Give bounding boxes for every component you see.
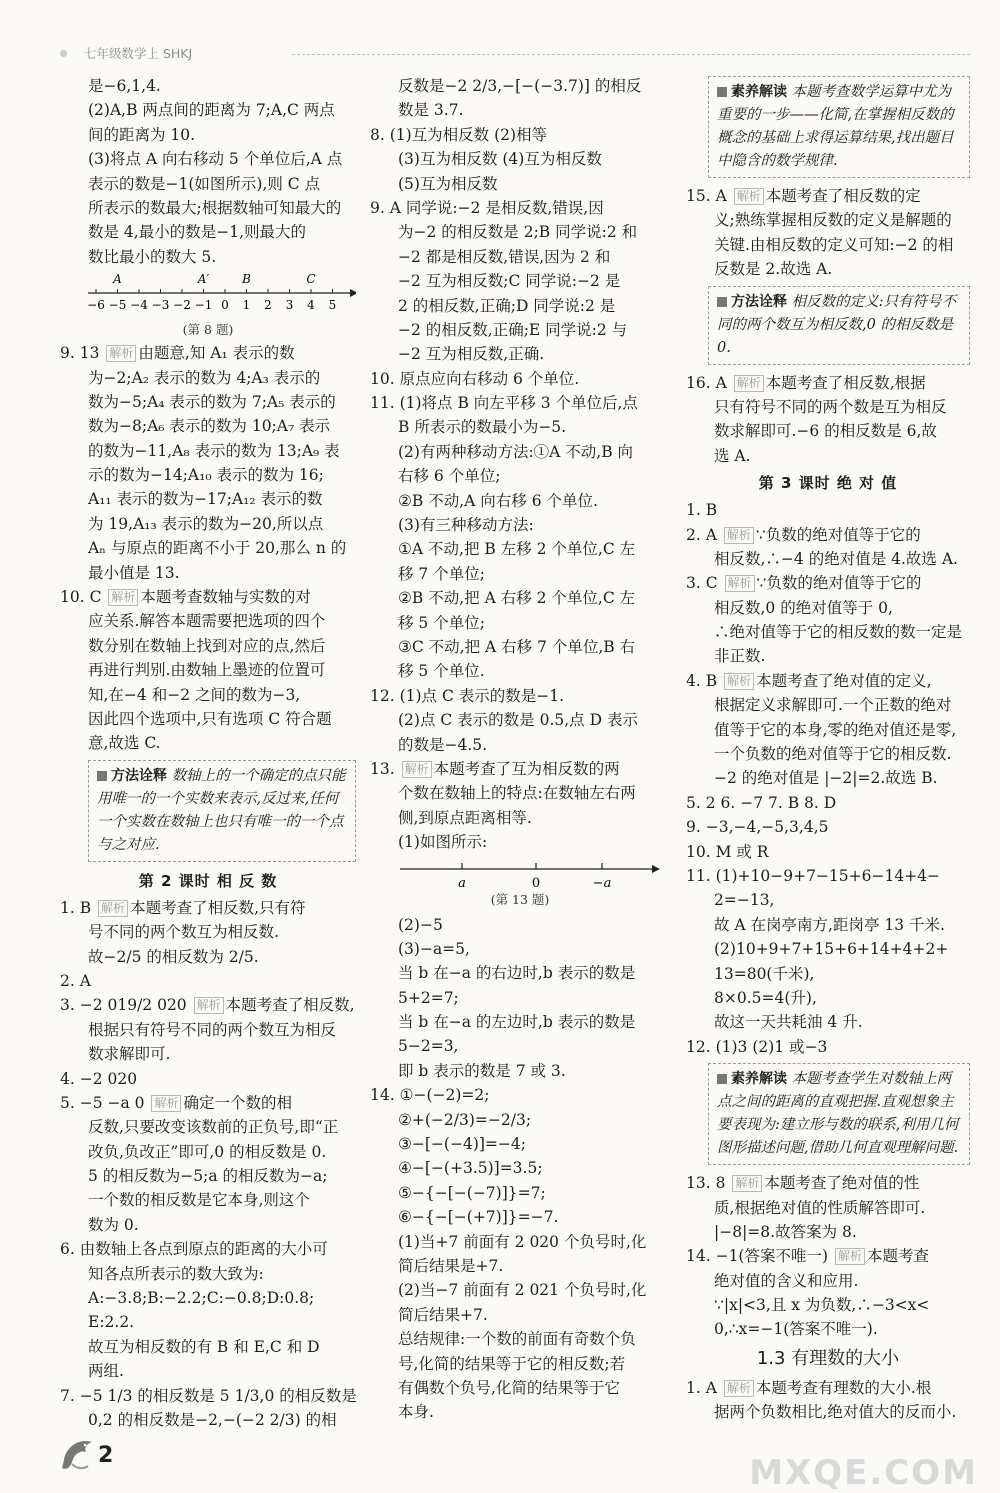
text-line: (3)将点 A 向右移动 5 个单位后,A 点 bbox=[88, 150, 343, 169]
lesson-3-title: 第 3 课时 绝 对 值 bbox=[758, 474, 898, 493]
question-15 bbox=[686, 184, 970, 282]
point-label: B bbox=[242, 272, 251, 287]
text-line: (2)点 C 表示的数是 0.5,点 D 表示 bbox=[398, 711, 638, 730]
text-line: 本题考查了相反数,只有符 bbox=[130, 898, 306, 917]
text-line: 反数是 2.故选 A. bbox=[714, 260, 833, 279]
dolphin-logo-icon bbox=[58, 1430, 98, 1476]
analysis-tag: 解析 bbox=[402, 761, 432, 778]
text-line: 2 的相反数,正确;D 同学说:2 是 bbox=[398, 296, 616, 315]
text-line: 数比最小的数大 5. bbox=[88, 247, 217, 266]
text-line: 再进行判别.由数轴上墨迹的位置可 bbox=[88, 661, 326, 680]
text-line: 示的数为−14;A₁₀ 表示的数为 16; bbox=[88, 466, 324, 485]
text-line: 本题考查了绝对值的性 bbox=[764, 1174, 920, 1193]
text-line: (2)当−7 前面有 2 021 个负号时,化 bbox=[398, 1281, 647, 1300]
text-line: ②+(−2/3)=−2/3; bbox=[398, 1110, 532, 1129]
tick-label: 1 bbox=[242, 298, 251, 313]
text-line: 总结规律:一个数的前面有奇数个负 bbox=[398, 1330, 636, 1349]
method-note-box bbox=[708, 286, 970, 365]
text-line: 为−2 的相反数是 2;B 同学说:2 和 bbox=[398, 223, 638, 242]
analysis-tag: 解析 bbox=[151, 1095, 181, 1112]
section-1-3-title: 1.3 有理数的大小 bbox=[756, 1347, 900, 1369]
text-line: 间的距离为 10. bbox=[88, 125, 196, 144]
text-line: 号,化简的结果等于它的相反数;若 bbox=[398, 1354, 626, 1373]
figure-caption: (第 13 题) bbox=[490, 891, 550, 907]
point-label: A′ bbox=[197, 272, 210, 287]
text-line: B 所表示的数最小为−5. bbox=[398, 418, 567, 437]
text-line: ∵|x|<3,且 x 为负数,∴−3<x< bbox=[714, 1296, 930, 1315]
text-line: 本题考查了互为相反数的两 bbox=[433, 759, 620, 778]
l3-question-3 bbox=[686, 571, 970, 669]
text-line: 根据定义求解即可.一个正数的绝对 bbox=[714, 696, 952, 715]
tick-label: −5 bbox=[108, 298, 127, 313]
text-line: 5+2=7; bbox=[398, 988, 459, 1007]
text-line: ②B 不动,A 向右移 6 个单位. bbox=[398, 491, 598, 510]
analysis-tag: 解析 bbox=[732, 1175, 762, 1192]
text-line: 为−2;A₂ 表示的数为 4;A₃ 表示的 bbox=[88, 368, 321, 387]
text-line: 根据只有符号不同的两个数互为相反 bbox=[88, 1020, 337, 1039]
fig13-label-0: 0 bbox=[531, 875, 541, 891]
text-line: 所表示的数最大;根据数轴可知最大的 bbox=[88, 198, 342, 217]
text-line: 11. (1)将点 B 向左平移 3 个单位后,点 bbox=[370, 394, 638, 413]
question-12 bbox=[370, 684, 670, 757]
answer-number: 16. A bbox=[686, 373, 732, 392]
answer-number: 15. A bbox=[686, 187, 732, 205]
text-line: 故这一天共耗油 4 升. bbox=[714, 1013, 863, 1032]
literacy-note-text: 本题考查数学运算中尤为重要的一步——化简,在掌握相反数的概念的基础上求得运算结果,找出题目中隐含的数学规律. bbox=[717, 84, 954, 169]
text-line: 故 A 在岗亭南方,距岗亭 13 千米. bbox=[714, 915, 945, 934]
text-line: 数求解即可.−6 的相反数是 6,故 bbox=[714, 422, 937, 441]
text-line: 9. A 同学说:−2 是相反数,错误,因 bbox=[370, 198, 604, 217]
text-line: ③−[−(−4)]=−4; bbox=[398, 1135, 526, 1154]
text-line: 本身. bbox=[398, 1403, 434, 1422]
text-line: ①A 不动,把 B 左移 2 个单位,C 左 bbox=[398, 540, 636, 559]
text-line: 为 19,A₁₃ 表示的数为−20,所以点 bbox=[88, 514, 324, 533]
method-note-text: 数轴上的一个确定的点只能用唯一的一个实数来表示,反过来,任何一个实数在数轴上也只有唯一的一个点与之对应. bbox=[97, 767, 346, 853]
analysis-tag: 解析 bbox=[106, 345, 136, 362]
text-line: 相反数,∴−4 的绝对值是 4.故选 A. bbox=[714, 549, 958, 568]
text-line: 即 b 表示的数是 7 或 3. bbox=[398, 1061, 566, 1080]
method-note-box bbox=[88, 760, 356, 862]
l3-question-4 bbox=[686, 669, 970, 791]
analysis-tag: 解析 bbox=[734, 188, 764, 205]
answer-number: 3. −2 019/2 020 bbox=[60, 996, 192, 1015]
text-line: E:2.2. bbox=[88, 1313, 135, 1332]
page-header bbox=[60, 44, 970, 64]
answer-number: 3. C bbox=[686, 574, 723, 593]
tick-label: 2 bbox=[264, 298, 272, 313]
tick-label: −2 bbox=[173, 298, 191, 313]
watermark-text: MXQE.COM bbox=[749, 1452, 978, 1493]
question-9 bbox=[60, 341, 356, 585]
answer-number: 13. bbox=[370, 759, 400, 778]
column-left bbox=[60, 74, 356, 1432]
l2-question-5 bbox=[60, 1091, 356, 1237]
analysis-tag: 解析 bbox=[724, 673, 754, 690]
figure-8-number-line bbox=[60, 269, 356, 341]
header-dot-icon bbox=[60, 50, 67, 57]
text-line: 质,根据绝对值的性质解答即可. bbox=[714, 1198, 926, 1217]
number-line-svg bbox=[370, 855, 670, 895]
q8-continued bbox=[60, 74, 356, 269]
text-line: 的数是−4.5. bbox=[398, 735, 488, 754]
text-line: 有偶数个负号,化简的结果等于它 bbox=[398, 1378, 620, 1397]
text-line: 12. (1)点 C 表示的数是−1. bbox=[370, 686, 565, 705]
text-line: 两组. bbox=[88, 1362, 124, 1381]
text-line: 绝对值的含义和应用. bbox=[714, 1271, 859, 1290]
text-line: 号不同的两个数互为相反数. bbox=[88, 923, 279, 942]
text-line: 5−2=3, bbox=[398, 1037, 459, 1056]
text-line: 简后结果+7. bbox=[398, 1305, 488, 1324]
text-line: 关键.由相反数的定义可知:−2 的相 bbox=[714, 235, 954, 254]
answer-number: 5. −5 −a 0 bbox=[60, 1093, 150, 1112]
answer-number: 1. A bbox=[686, 1378, 722, 1397]
analysis-tag: 解析 bbox=[724, 1380, 754, 1397]
l2-question-7 bbox=[60, 1384, 356, 1433]
literacy-note-text: 本题考查学生对数轴上两点之间的距离的直观把握.直观想象主要表现为:建立形与数的联系,利用几何图形描述问题,借助几何直观理解问题. bbox=[717, 1071, 959, 1157]
text-line: ⑥−{−[−(+7)]}=−7. bbox=[398, 1208, 559, 1227]
text-line: A₁₁ 表示的数为−17;A₁₂ 表示的数 bbox=[88, 490, 323, 509]
literacy-note-tag: 素养解读 bbox=[717, 1071, 787, 1087]
tick-label: 5 bbox=[328, 298, 337, 313]
text-line: 因此四个选项中,只有选项 C 符合题 bbox=[88, 709, 332, 728]
l2-question-2: 2. A bbox=[60, 971, 91, 990]
text-line: 14. ①−(−2)=2; bbox=[370, 1086, 490, 1105]
analysis-tag: 解析 bbox=[108, 589, 138, 606]
text-line: Aₙ 与原点的距离不小于 20,那么 n 的 bbox=[88, 539, 347, 558]
text-line: A:−3.8;B:−2.2;C:−0.8;D:0.8; bbox=[88, 1289, 315, 1308]
text-line: 移 7 个单位; bbox=[398, 564, 485, 583]
l3-question-2 bbox=[686, 523, 970, 572]
l3-question-11 bbox=[686, 864, 970, 1035]
text-line: 故互为相反数的有 B 和 E,C 和 D bbox=[88, 1337, 320, 1356]
l3-question-1: 1. B bbox=[686, 501, 718, 520]
text-line: (1)如图所示: bbox=[398, 833, 488, 852]
text-line: (2)−5 bbox=[398, 915, 443, 934]
text-line: 本题考查了相反数, bbox=[225, 996, 355, 1015]
text-line: ∵负数的绝对值等于它的 bbox=[755, 525, 921, 544]
l2-question-6 bbox=[60, 1237, 356, 1383]
l2-question-1 bbox=[60, 896, 356, 969]
analysis-tag: 解析 bbox=[835, 1248, 865, 1265]
analysis-tag: 解析 bbox=[724, 527, 754, 544]
tick-label: 0 bbox=[221, 298, 229, 313]
answer-number: 14. −1(答案不唯一) bbox=[686, 1247, 833, 1266]
tick-label: −1 bbox=[194, 298, 213, 313]
text-line: (3)有三种移动方法: bbox=[398, 516, 534, 535]
fig13-label-a: a bbox=[458, 875, 466, 891]
text-line: 6. 由数轴上各点到原点的距离的大小可 bbox=[60, 1240, 328, 1259]
text-line: 值等于它的本身,零的绝对值还是零, bbox=[714, 720, 957, 739]
fig13-label-neg-a: −a bbox=[592, 875, 612, 891]
text-line: 相反数,0 的绝对值等于 0, bbox=[714, 598, 893, 617]
text-line: 反数是−2 2/3,−[−(−3.7)] 的相反 bbox=[398, 77, 642, 95]
point-label: A bbox=[113, 272, 122, 287]
l3-question-13 bbox=[686, 1171, 970, 1244]
text-line: −2 互为相反数,正确. bbox=[398, 345, 545, 364]
question-9b bbox=[370, 196, 670, 367]
figure-13-number-line bbox=[370, 855, 670, 913]
tick-label: 3 bbox=[285, 298, 294, 313]
text-line: 一个负数的绝对值等于它的相反数. bbox=[714, 745, 952, 764]
l3-question-9: 9. −3,−4,−5,3,4,5 bbox=[686, 818, 829, 837]
answer-number: 9. 13 bbox=[60, 344, 105, 363]
l2-question-3 bbox=[60, 993, 356, 1066]
text-line: 应关系.解答本题需要把选项的四个 bbox=[88, 612, 326, 631]
text-line: 意,故选 C. bbox=[88, 734, 161, 753]
text-line: 移 5 个单位; bbox=[398, 613, 485, 632]
text-line: 是−6,1,4. bbox=[88, 77, 161, 95]
text-line: 13=80(千米), bbox=[714, 964, 815, 983]
text-line: 由题意,知 A₁ 表示的数 bbox=[138, 344, 295, 363]
text-line: 故−2/5 的相反数为 2/5. bbox=[88, 947, 259, 966]
analysis-tag: 解析 bbox=[194, 997, 224, 1014]
column-middle bbox=[370, 74, 670, 1425]
answer-number: 2. A bbox=[686, 525, 722, 544]
question-11 bbox=[370, 391, 670, 684]
header-title: 七年级数学上 SHKJ bbox=[84, 46, 193, 61]
text-line: 确定一个数的相 bbox=[183, 1093, 292, 1112]
text-line: 数为−5;A₄ 表示的数为 7;A₅ 表示的 bbox=[88, 392, 336, 411]
text-line: 知各点所表示的数大致为: bbox=[88, 1264, 264, 1283]
text-line: 本题考查了相反数的定 bbox=[765, 187, 921, 205]
text-line: 知,在−4 和−2 之间的数为−3, bbox=[88, 685, 301, 704]
text-line: 11. (1)+10−9+7−15+6−14+4− bbox=[686, 866, 941, 885]
lesson-2-title: 第 2 课时 相 反 数 bbox=[138, 871, 278, 890]
method-note-tag: 方法诠释 bbox=[717, 294, 787, 310]
text-line: 数为 0. bbox=[88, 1215, 139, 1234]
text-line: 移 5 个单位. bbox=[398, 662, 485, 681]
text-line: 最小值是 13. bbox=[88, 563, 180, 582]
question-13b bbox=[370, 913, 670, 1084]
text-line: 数为−8;A₆ 表示的数为 10;A₇ 表示 bbox=[88, 417, 331, 436]
text-line: 8. (1)互为相反数 (2)相等 bbox=[370, 125, 548, 144]
answer-number: 4. B bbox=[686, 671, 723, 690]
text-line: −2 互为相反数;C 同学说:−2 是 bbox=[398, 272, 621, 291]
text-line: 0,2 的相反数是−2,−(−2 2/3) 的相 bbox=[88, 1410, 337, 1429]
text-line: 0,∴x=−1(答案不唯一). bbox=[714, 1320, 878, 1339]
question-14 bbox=[370, 1083, 670, 1424]
text-line: 本题考查了绝对值的定义, bbox=[756, 671, 932, 690]
text-line: (2)A,B 两点间的距离为 7;A,C 两点 bbox=[88, 101, 335, 120]
text-line: 本题考查 bbox=[866, 1247, 929, 1266]
analysis-tag: 解析 bbox=[98, 900, 128, 917]
figure-caption: (第 8 题) bbox=[182, 322, 234, 338]
text-line: 据两个负数相比,绝对值大的反而小. bbox=[714, 1403, 957, 1422]
text-line: 简后结果是+7. bbox=[398, 1256, 504, 1275]
l3-question-10: 10. M 或 R bbox=[686, 842, 769, 861]
analysis-tag: 解析 bbox=[734, 375, 764, 392]
method-note-text: 相反数的定义:只有符号不同的两个数互为相反数,0 的相反数是 0. bbox=[717, 293, 956, 356]
text-line: ⑤−{−[−(−7)]}=7; bbox=[398, 1183, 546, 1202]
text-line: ②B 不动,把 A 右移 2 个单位,C 左 bbox=[398, 589, 636, 608]
text-line: 本题考查数轴与实数的对 bbox=[140, 588, 311, 607]
text-line: 数是 3.7. bbox=[398, 101, 464, 120]
text-line: 反数,只要改变该数前的正负号,即“正 bbox=[88, 1118, 339, 1137]
answer-number: 1. B bbox=[60, 898, 97, 917]
text-line: (2)有两种移动方法:①A 不动,B 向 bbox=[398, 442, 634, 461]
s13-question-1 bbox=[686, 1376, 970, 1425]
text-line: 非正数. bbox=[714, 647, 766, 666]
number-line-svg bbox=[60, 269, 356, 323]
text-line: 改负,负改正”即可,0 的相反数是 0. bbox=[88, 1142, 327, 1161]
question-10 bbox=[60, 585, 356, 756]
text-line: 只有符号不同的两个数是互为相反 bbox=[714, 397, 947, 416]
text-line: 7. −5 1/3 的相反数是 5 1/3,0 的相反数是 bbox=[60, 1386, 357, 1405]
text-line: (2)10+9+7+15+6+14+4+2+ bbox=[714, 940, 949, 959]
text-line: 本题考查了相反数,根据 bbox=[765, 373, 926, 392]
l3-questions-5-8: 5. 2 6. −7 7. B 8. D bbox=[686, 793, 837, 812]
question-8 bbox=[370, 123, 670, 196]
text-line: 义;熟练掌握相反数的定义是解题的 bbox=[714, 211, 952, 230]
answer-number: 13. 8 bbox=[686, 1174, 731, 1193]
text-line: ∵负数的绝对值等于它的 bbox=[756, 574, 922, 593]
text-line: 本题考查有理数的大小.根 bbox=[755, 1378, 932, 1397]
text-line: 当 b 在−a 的左边时,b 表示的数是 bbox=[398, 1013, 636, 1032]
text-line: 选 A. bbox=[714, 446, 751, 465]
text-line: |−8|=8.故答案为 8. bbox=[714, 1222, 857, 1241]
text-line: 右移 6 个单位; bbox=[398, 467, 501, 486]
text-line: −2 的相反数,正确;E 同学说:2 与 bbox=[398, 320, 628, 339]
text-line: −2 的绝对值是 |−2|=2.故选 B. bbox=[714, 769, 938, 788]
text-line: 数求解即可. bbox=[88, 1045, 171, 1064]
text-line: (5)互为相反数 bbox=[398, 174, 498, 193]
analysis-tag: 解析 bbox=[725, 575, 755, 592]
text-line: 数分别在数轴上找到对应的点,然后 bbox=[88, 636, 326, 655]
tick-label: −6 bbox=[87, 298, 105, 313]
text-line: −2 都是相反数,错误,因为 2 和 bbox=[398, 247, 611, 266]
point-label: C bbox=[306, 272, 316, 287]
l2-question-4: 4. −2 020 bbox=[60, 1069, 138, 1088]
l3-question-12: 12. (1)3 (2)1 或−3 bbox=[686, 1037, 828, 1056]
tick-label: 4 bbox=[307, 298, 315, 313]
text-line: (3)−a=5, bbox=[398, 939, 470, 958]
text-line: 表示的数是−1(如图所示),则 C 点 bbox=[88, 174, 321, 193]
text-line: 一个数的相反数是它本身,则这个 bbox=[88, 1191, 310, 1210]
text-line: ∴绝对值等于它的相反数的数一定是 bbox=[714, 623, 963, 642]
literacy-note-box bbox=[708, 1063, 970, 1165]
text-line: 数是 4,最小的数是−1,则最大的 bbox=[88, 223, 306, 242]
question-10b: 10. 原点应向右移动 6 个单位. bbox=[370, 369, 580, 388]
literacy-note-tag: 素养解读 bbox=[717, 84, 787, 100]
text-line: ③C 不动,把 A 右移 7 个单位,B 右 bbox=[398, 637, 636, 656]
question-16 bbox=[686, 371, 970, 469]
text-line: 8×0.5=4(升), bbox=[714, 988, 817, 1007]
l3-question-14 bbox=[686, 1244, 970, 1342]
text-line: (1)当+7 前面有 2 020 个负号时,化 bbox=[398, 1232, 647, 1251]
literacy-note-box bbox=[708, 76, 970, 178]
page-number: 2 bbox=[98, 1443, 114, 1468]
text-line: 2=−13, bbox=[714, 891, 775, 910]
answer-number: 10. C bbox=[60, 588, 107, 607]
tick-label: −4 bbox=[130, 298, 148, 313]
column-right bbox=[686, 74, 970, 1425]
text-line: 的数为−11,A₈ 表示的数为 13;A₉ 表 bbox=[88, 441, 340, 460]
text-line: 侧,到原点距离相等. bbox=[398, 808, 532, 827]
text-line: 个数在数轴上的特点:在数轴左右两 bbox=[398, 784, 636, 803]
question-13 bbox=[370, 757, 670, 855]
method-note-tag: 方法诠释 bbox=[97, 768, 167, 784]
text-line: (3)互为相反数 (4)互为相反数 bbox=[398, 150, 602, 169]
tick-label: −3 bbox=[151, 298, 170, 313]
header-rule bbox=[292, 54, 970, 55]
text-line: 当 b 在−a 的右边时,b 表示的数是 bbox=[398, 964, 636, 983]
text-line: ④−[−(+3.5)]=3.5; bbox=[398, 1159, 543, 1178]
text-line: 5 的相反数为−5;a 的相反数为−a; bbox=[88, 1167, 328, 1186]
